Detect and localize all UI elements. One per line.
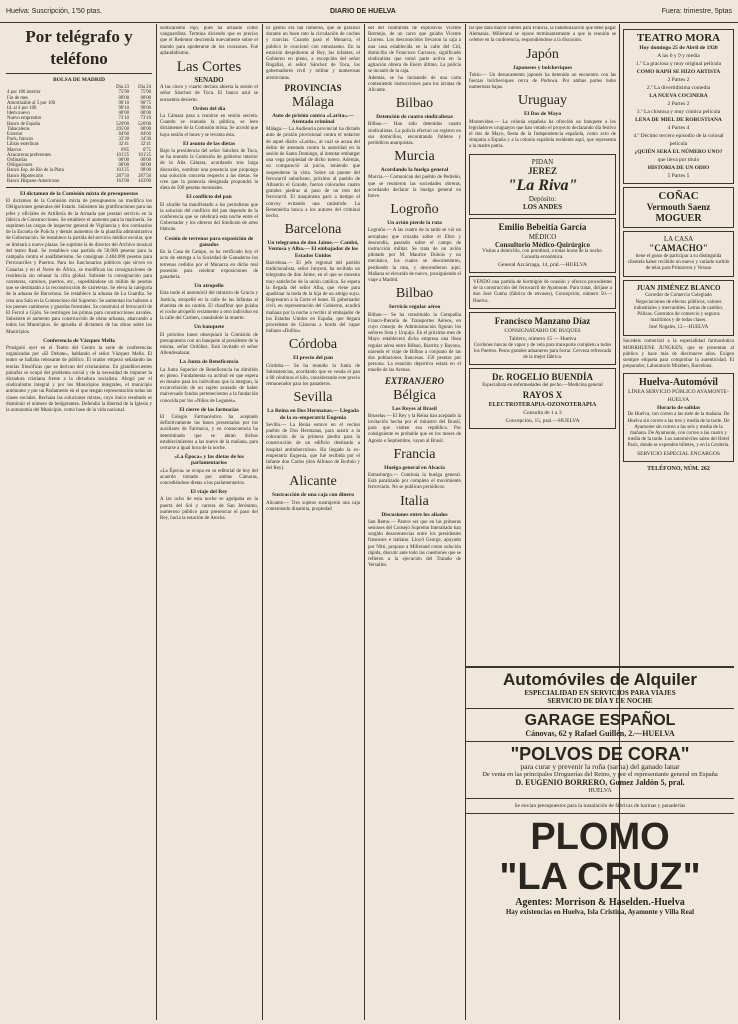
article-title: El Dos de Mayo [523,111,562,118]
article-title: «La Época» y las dietas de los parlamentarios [174,454,244,467]
article-body: El alcalde ha manifestado a los periodistas que la solución del conflicto del pan depende de la conferencia que se celebrará esta noche entre el Gobernador y los obreros del Sindicato de artes blancas. [160,202,258,233]
article-body: Murcia.— Comunican del pueblo de Pedreño, que se reunieron las sociedades obreras, acordando declarar la huelga general en breve. [368,175,461,200]
telephone-number: TELÉFONO, NÚM. 262 [647,465,710,472]
article-title: El precio del pan [293,355,333,362]
table-row: Banco de España 520'00 520'00 [7,121,151,127]
ad-jerez: PIDAN JEREZ "La Riva" Depósito: LOS ANDES [469,154,616,215]
ad-corredor: JUAN JIMÉNEZ BLANCO Corredor de Comercio Colegiado Negociaciones de efectos públicos, valores industriales y mercantiles. Letras de cambio. Pólizas. Contratos de comercio y seguros marítimos y de todas clases. José Nogales, 12.—HUELVA [623,280,734,337]
city-headline: Logroño [390,202,439,218]
table-row: Banco Hispano-Americano 163'90 163'00 [7,178,151,184]
article-body: El Colegio Farmacéutico ha aceptado definitivamente las bases presentadas por los auxiliares de Farmacia, y en consecuencia ha determinado que se abran dichos establecimientos a las nueve de la mañana, para cerrarse a igual hora de la noche. [160,414,258,451]
article-body: En la Casa de Campo, se ha verificado hoy el acto de entrega a la Sociedad de Ganaderos los terrenos cedidos por el Monarca en dicho real posesión para celebrar exposiciones de ganadería. [160,250,258,280]
article-title: Acordando la huelga general [380,167,449,174]
city-headline: Bélgica [393,387,436,403]
city-headline: Sevilla [293,390,333,406]
article-body: Bilbao.— Se ha constituido la Compañía Franco-Iberaria de Transportes Aéreos, en cuyo consejo de Administración figuran los señores Sota y Urquijo. En el próximo mes de Mayo establecerá dicha empresa una línea regular aérea entre Bilbao, Biarritz y Bayona, uniendo el viaje de Bilbao a conjunto de las dos poblaciones francesas. 150 pesetas por persona. La estación deportiva estará en el muelle de las Arenas. [368,312,461,374]
article-body: A las cinco y cuarto declara abierta la sesión el señor Sánchez de Toca. El banco azul se encuentra desierto. [160,85,258,103]
stock-table [6,85,152,184]
article-body: La Junta Superior de Beneficencia ha dimitido en pleno. Fundamenta su actitud en que espera en desaire para los individuos que la integran, la excarcelación de un sujeto acusado de haber malversado fondos pertenecientes a la fundación conocida por los «Niños de Leganés». [160,367,258,404]
table-row: Obligaciones 00'00 00'00 [7,163,151,169]
article-body: San Remo.— Parece ser que en las primeras sesiones del Consejo Supremo Interaliado han surgido desavenencias entre los presidentes franceses e italiano. Lloyd George, apoyado por Nitti, propuso a Millerand como solución rápida, discutir ante todo las cuestiones que se refieren a la ejecución del Tratado de Versalles. [368,519,461,569]
article-title: Un telegrama de don Jaime.— Cambó, Ventosa y Alba.— El embajador de los Estados Unidos [267,240,359,259]
ad-consignatario: Francisco Manzano Díaz CONSIGNATARIO DE BUQUES Tablero, número 15 — Huelva Cordones tuncas de vapor y de vela para transporte completo a todos los Puertos. Pesos grandes aduaneros para forrar. Cerveza refrescada de la mejor fábrica. [469,312,616,366]
article-body: Málaga.— La Audiencia provincial ha dictado auto de prisión provisional contra el redactor de aquel diario «Larita», al cual se acusa del delito de atentado contra la autoridad en la sesión de Santo Domingo, al intentar embargar una vega propiedad de dicho torero. Además, no compareció al juicio, teniendo que suspenderse la vista. Sobre un puente del ferrocarril suburbano, próximo al pueblo de Alhaurín el Grande, fueron colocados cuatro grandes piedras al paso de un tren del ferrocarril. El maquinista paró a tiempo el convoy evitando una catástrofe. La Benemérita busca a los autores del criminal hecho. [266,127,360,220]
city-headline: Alicante [289,474,337,490]
article-body: El gentío era tan inmenso, que se paralizó durante un buen rato la circulación de coches y tranvías. Cuando pasó el Monarca, el público le ovacionó con entusiasmo. En la estación despidieron al Rey, los infantes, el Gobierno en pleno, a excepción del señor Bugallal, el señor Sánchez de Toca, los gobernadores civil y militar y numerosas aristócratas. [266,26,360,81]
section-headline: PROVINCIAS [284,82,342,93]
article-title: Detención de cuatro sindicalistas [376,114,453,121]
article-body: sindicalismo rojo, pues ha actuado como vanguardista. Termina diciendo que es preciso que el Redentor descienda nuevamente sobre el mundo para apoderarse de los corazones. Fué aplaudidísimo. [160,26,258,56]
article-body: La Cámara pasa a reunirse en sesión secreta. Cuando se reanuda la pública, se leen dictámenes de la Comisión mixta. Se acordó que haya sesión el lunes y se levanta ésta. [160,114,258,138]
city-headline: Málaga [292,94,334,110]
ad-plomo: PLOMO "LA CRUZ" Agentes: Morrison & Haselden.-Huelva Hay existencias en Huelva, Isla Cristina, Ayamonte y Villa Real [499,816,701,916]
article-body: Bajo la presidencia del señor Sánchez de Toca, se ha reunido la Comisión de gobierno interior de la Alta Cámara, acordando tras larga discusión, nombrar una ponencia que proponga una solución concreta respecto a las dietas. Se cree que la ponencia designada propondrá la dieta de 500 pesetas mensuales. [160,149,258,192]
ad-polvos: "POLVOS DE CORA" para curar y prevenir la roña (sarna) del ganado lanar De venta en las principales Droguerías del Reino, y por el representante general en España D. EUGENIO BORRERO, Gomez Jaldón 5, pral. HUELVA [482,744,718,794]
article-title: Huelga general en Alsacia [384,464,445,471]
article-body: «La Época» se ocupa en su editorial de hoy del acuerdo tomado por ambas Cámaras, concediéndose dietas a los parlamentarios. [160,468,258,486]
table-row: Tabacaleras 295'00 00'00 [7,126,151,132]
table-row: Nuevo emprestito 73'10 73'10 [7,116,151,122]
ad-camacho: LA CASA "CAMACHO" tiene el gusto de participar a su distinguida clientela haber recibido un nuevo y variado surtido de telas para Primavera y Verano [623,231,734,277]
article-title: Japoneses y bolcheviques [512,64,573,71]
city-headline: Italia [400,493,429,509]
column-6 [623,26,734,662]
article-title: Un atropello [194,283,224,290]
article-title: Conferencia de Vázquez Mella [43,337,115,344]
article-body: A las ocho de esta noche se agolpaba en la puerta del Sol y carrera de San Jerónimo, numeroso público para presenciar el paso del Rey, hacia la estación de Atocha. [160,497,258,522]
table-row: Banco Esp. de Río de la Plata 103'25 98'00 [7,168,151,174]
section-headline: EXTRANJERO [384,375,444,386]
article-body: El próximo lunes obsequiará la Comisión de presupuestos con un banquete al presidente de la misma, señor Ordóñez. Está invitado el señor Allendesalazar. [160,332,258,357]
table-row: 4 por 100 interior 75'90 75'90 [7,90,151,96]
article-body: Bruselas.— El Rey y la Reina han aceptado la invitación hecha por el ministro del Brasil, para que visiten esa república. Por consiguiente es probable que en los meses de Agosto o Septiembre, vayan al Brasil. [368,413,461,444]
column-rule [156,24,157,1020]
article-body: Estrasburgo.— Continúa la huelga general. Está paralizado por completo el movimiento ferroviario. No se publican periódicos. [368,472,461,491]
column-2 [160,26,258,1020]
column-rule [262,24,263,1020]
subscription-outside: Fuera: trimestre, 5ptas [661,8,732,15]
city-headline: Bilbao [395,286,434,302]
city-headline: Murcia [394,149,435,165]
ad-morrhuene: Sucedeis comercial a la especialidad farmacéutica MORRHUENE JUNGKEN, que se presentan al público y hace más de diecinueve años. Exigen siempre etiqueta para comprobar la autenticidad. El preparador, Laboratorio Miraben, Barcelona. [623,339,734,370]
article-title: La Reina en Dos Hermanas.— Llegada de la ex-emperatriz Eugenia [267,408,359,421]
article-body: El dictamen de la Comisión mixta de presupuestos no modifica los Obligaciones generales del Estado. Subsisten las gratificaciones para las jefes y oficiales de Artillería de la Armada que prestan servicio en la fábrica de Construcciones. Se establece el aumento para la marinería. Se suprimen las cargas de inspector general de Vigilancia y dos comisarios de la Escuela de Policía y demás aumentos de la plantilla administrativa de Gobernación. Se restablece la partida del servicio médico escolar, que se limitará a nueve plazas. Se suprime la de director del Archivo musical del teatro Real. Se restablece una partida de 50.000 pesetas para la campaña contra el analfabetismo. Se consignan 2.484.000 pesetas para Ferrocarriles y Puertos. Para los funcionarios públicos que sirven en Canarias y en el Norte de África, se modifican las consignaciones de residencia sin rebasar la cifra global. Subsiste la consignación para carreteras, caminos, puertos, etc., supeditándose un millón de pesetas que se destinarán a la reconstrucción de carreteras. Se eleva la categoría de la aduana de Barcelona. Se restablece la aduana de La Guardia. Se crea una Sala en la Contencioso del Supremo. Se aumentan los haberes a los peones camineros y guardas forestales. Se construirá el ferrocarril de El Ferrol a Gijón. Se restringen las primas para construcciones navales. Subsisten el aumento para construcción de obras urbanas, abarcando a todos los Municipios. Se aprueba el dictamen de las obras sobre los Municipios. [6,199,152,335]
article-body: Montevideo.— La colonia española ha ofrecido un banquete a los legisladores uruguayos que han votado el proyecto declarando día festivo el dos de Mayo, fiesta de la Independencia española, como acto de simpatía a España y a la colonia española residente aquí, que representa a la madre patria. [469,119,616,150]
ad-garage: GARAGE ESPAÑOL Cánovas, 62 y Rafael Guillén, 2.—HUELVA [524,712,676,738]
article-title: Servicio regular aéreo [388,304,441,311]
column-5 [469,26,616,662]
article-body: Córdoba.— Se ha reunido la Junta de Subsistencias, acordando que se venda el pan a 68 céntimos el kilo, considerando este precio remunerador para los panaderos. [266,363,360,388]
ad-vendo: VENDO una partida de hormigón de ocasión y ofrezco procedentes de la construcción del ferrocarril de Ayamonte. Para tratar, diríjase a don José Cunha (fábrica de envases), Concepción, número 50.—Huelva. [469,276,616,309]
city-headline: Uruguay [518,93,567,109]
article-body: Esta tarde el automóvil del ministro de Gracia y Justicia, atropelló en la calle de las Infantas al ebanista de un cantón. El chauffeur que guiaba el coche atropelló rectamente a otro individuo en la calle del Carmen, causándole la muerte. [160,291,258,322]
article-title: SENADO [194,76,224,85]
article-body: Alicante.— Tres sujetos sustrajeron una caja conteniendo dinamita, propiedad [266,500,360,512]
column-4 [368,26,461,1020]
ad-medico: Emilio Bebeitia García MÉDICO Consultorio Médico-Quirúrgico Visitas a domicilio, con prontitud, a todas horas de la noche. Consulta económica. General Azcárraga, 14, pral.—HUELVA [469,218,616,273]
article-title: Los Reyes al Brasil [392,405,437,412]
article-title: El dictamen de la Comisión mixta de presupuestos [19,191,138,198]
article-title: Cesión de terrenos para exposición de ganados [164,235,254,248]
article-title: Discusiones entre los aliados [381,511,448,518]
table-row: Libras esterlinas 32'41 32'41 [7,142,151,148]
table-row: Azucareras preferentes 101'25 101'25 [7,152,151,158]
article-title: Auto de prisión contra «Larita».— Atentado criminal [272,112,354,126]
table-row: Amortizable al 5 por 100 90'10 90'75 [7,100,151,106]
article-body: Tokio.— Un destacamento japonés ha detenido un encuentro con las fuerzas bolcheviques cerca de Podowa. Por ambas partes hubo numerosas bajas. [469,72,616,91]
table-row: Banco Hipotecario 287'50 287'50 [7,173,151,179]
article-title: Un banquete [193,324,225,331]
city-headline: Japón [526,46,559,62]
section-headline: Por telégrafo y teléfono [25,27,133,68]
article-body: Prosiguió ayer en el Teatro del Centro la serie de conferencias organizadas por «El Debate», hablando el señor Vázquez Mella. El teatro se hallaba rebosante de público. El orador empezó señalando las teorías filosóficas que se derivan del cristianismo. En grandilocuentes párrafos se ocupó del problema social y de la necesidad de imponer la dictadura cristiana frente a la dictadura socialista. Abogó por el sindicalismo integral y por los Municipios integrales, el municipio autónomo y por un Parlamento en el que tengan representación todas las clases sociales. Rechaza las soluciones mixtas, cuyo único resultado es disminuir el número de beligerantes. Defendió la libertad de la Iglesia y la autonomía del Municipio, como base de la vida nacional. [6,345,152,413]
paper-title: DIARIO DE HUELVA [330,8,396,15]
bottom-ad-block [466,666,734,1020]
article-body: Sevilla.— La Reina estuvo en el vecino pueblo de Dos Hermanas, para asistir a la colocación de la primera piedra para la construcción de un edificio destinado a hospital antituberculoso. Ha llegado la ex-emperatriz Eugenia, que fué recibida por el Infante don Carlos (don Alfonso de Borbón y del Rey). [266,422,360,472]
article-title: Orden del día [192,105,226,112]
article-title: La Junta de Beneficencia [179,359,239,366]
column-3 [266,26,360,1020]
column-1 [6,26,152,1020]
table-row: París, francos 33'30 34'30 [7,137,151,143]
table-row: Id. al 4 por 100 90'10 90'00 [7,106,151,112]
article-body: tar que dará mayor interés para Francia, la indemnización que debe pagar Alemania. Millerand se opone terminantemente a que la reunión se celebre en la conferencia, respondiéndose a la discusión. [469,26,616,44]
article-title: El cierre de las farmacias [179,406,239,413]
ad-conac: COÑAC Vermouth Saenz MOGUER [623,187,734,228]
article-body: Además, se ha incautado de una carta conteniendo instrucciones para los ácratas de Alicante. [368,75,461,94]
table-row: Ordinarias 00'00 00'00 [7,158,151,164]
article-title: El asunto de las dietas [183,140,235,147]
stock-title: BOLSA DE MADRID [53,77,105,83]
city-headline: Córdoba [288,337,338,353]
column-rule [364,24,365,1020]
article-body: Barcelona.— El jefe regional del partido tradicionalista, señor Junyent, ha recibido un telegrama de don Jaime, en el que se muestra muy satisfecho de la unión católica. Se espera la llegada del señor Alba, que viene para apadrinar la boda de la hija de un amigo suyo. Regresaron a la Corte el lunes. El gobernador civil, en representación del Gobierno, acudirá mañana por la noche a recibir al embajador de los Estados Unidos en España, que llegará procedente de Cánovas a bordo del vapor italiano «Duilio». [266,260,360,335]
ad-automoviles: Automóviles de Alquiler ESPECIALIDAD EN SERVICIOS PARA VIAJES SERVICIO DE DÍA Y DE NOCHE [466,666,734,705]
table-row: Idem nuevo 00'00 00'00 [7,111,151,117]
article-title: Un avión pierde la ruta [387,220,442,227]
section-headline: Las Cortes [176,59,242,76]
table-row: Día 23 Día 24 [116,85,151,91]
city-headline: Francia [393,446,436,462]
article-title: El viaje del Rey [190,489,228,496]
city-headline: Barcelona [284,222,342,238]
theatre-listing: TEATRO MORA Hoy domingo 25 de Abril de 1920 A las 6 y 9 y media 1.º La graciosa y muy original película COMO RAPH SE HIZO ARTISTA 2 Partes 2 2.º La divertidísima comedia LA NUEVA COCINERA 2 Partes 2 3.º La chistosa y muy cómica película LENA DE MIEL DE ROBUSTIANA 4 Partes 4 4.º Décimo tercero episodio de la colosal película ¿QUIÉN SERÁ EL NÚMERO UNO? que lleva por título HISTORIA DE UN ODIO 5 Partes 5 [623,29,734,184]
article-body: del del contratista de explosivos Vicente Bermejo, de un carro que guiaba Vicente Llorens. Los desconocidos llevaron la caja a una casa establecida en la calle del Cid, domicilio de Francisco Carrasco, significado sindicalista que tomó parte activa en la agitación obrera de Enero último. La policía se incautó de la caja. [368,26,461,75]
ad-presupuestos: Se envían presupuestos para la instalación de fábricas de harinas y panaderías [514,803,686,809]
article-body: Logroño.— A las cuatro de la tarde se vió un aeroplano que cruzaba sobre el Ebro y descendía, pasando sobre el campo de instrucción militar. Se trata de un avión pilotado por M. Maurice Dubois y un mecánico, los cuales se desorientaron, perdiendo la ruta, y descendieron aquí. Mañana se elevarán de nuevo, prosiguiendo el viaje a Madrid. [368,228,461,284]
table-row: Fin de mes 00'00 00'00 [7,95,151,101]
ad-huelva-automovil: Huelva-Automóvil LÍNEA SERVICIO PÚBLICO AYAMONTE-HUELVA Horario de salidas De Huelva, con correo a las siete de la mañana. De Huelva sin correo a las tres y media de la tarde. De Ayamonte sin correo a las seis y media de la mañana. De Ayamonte, con correo a las cuatro y media de la tarde. Los automóviles salen del Hotel París, donde se expenden billetes, y en la Cerdería. SERVICIO ESPECIAL ENCARGOS [623,373,734,461]
article-body: Bilbao.— Han sido detenidos cuatro sindicalistas. La policía efectuó un registro en sus domicilios, encontrando folletos y periódicos anarquistas. [368,122,461,147]
article-title: El conflicto del pan [186,194,232,201]
article-title: Sustracción de una caja con dinero [272,492,354,499]
table-row: Marcos 0'85 0'75 [7,147,151,153]
subscription-local: Huelva: Suscripción, 1'50 ptas. [6,8,102,15]
masthead-strip [0,0,738,23]
ad-doctor: Dr. ROGELIO BUENDÍA Especialista en enfermedades del pecho.—Medicina general RAYOS X ELECTROTERAPIA-OZONOTERAPIA Consulta de 1 a 3 Concepción, 15, pral.—HUELVA [469,368,616,428]
table-row: Exterior 84'60 84'60 [7,132,151,138]
city-headline: Bilbao [395,96,434,112]
